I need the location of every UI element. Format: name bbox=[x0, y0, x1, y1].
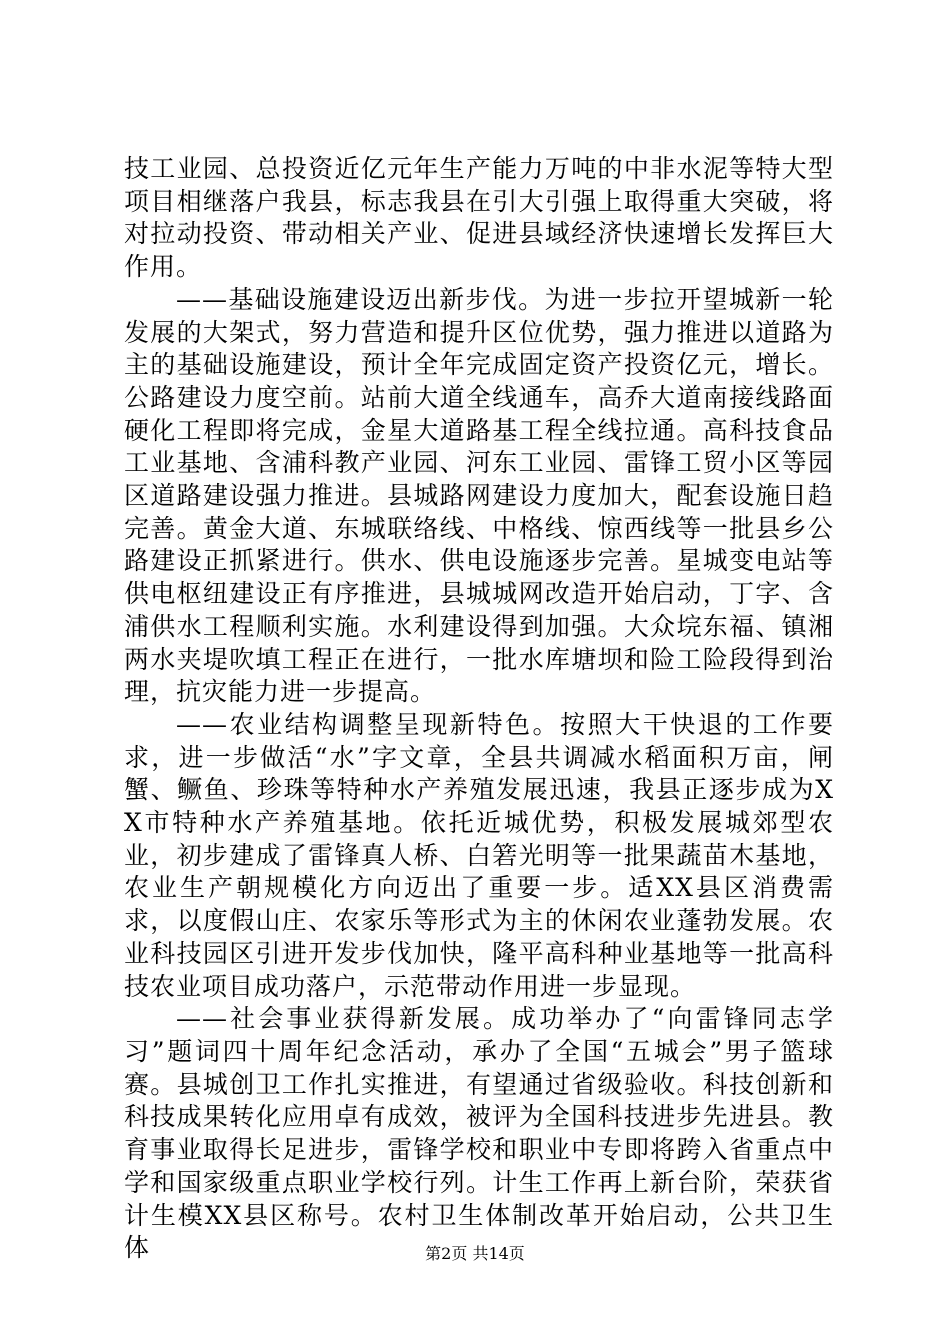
paragraph-3: ——农业结构调整呈现新特色。按照大干快退的工作要求，进一步做活“水”字文章，全县共调减水稻面积万亩，闸蟹、鳜鱼、珍珠等特种水产养殖发展迅速，我县正逐步成为XX市特种水产养殖基地。依托近城优势，积极发展城郊型农业，初步建成了雷锋真人桥、白箬光明等一批果蔬苗木基地，农业生产朝规模化方向迈出了重要一步。适XX县区消费需求，以度假山庄、农家乐等形式为主的休闲农业蓬勃发展。农业科技园区引进开发步伐加快，隆平高科种业基地等一批高科技农业项目成功落户，示范带动作用进一步显现。 bbox=[124, 709, 834, 1001]
paragraph-1: 技工业园、总投资近亿元年生产能力万吨的中非水泥等特大型项目相继落户我县，标志我县在引大引强上取得重大突破，将对拉动投资、带动相关产业、促进县域经济快速增长发挥巨大作用。 bbox=[124, 154, 834, 282]
paragraph-2: ——基础设施建设迈出新步伐。为进一步拉开望城新一轮发展的大架式，努力营造和提升区位优势，强力推进以道路为主的基础设施建设，预计全年完成固定资产投资亿元，增长。公路建设力度空前。站前大道全线通车，高乔大道南接线路面硬化工程即将完成，金星大道路基工程全线拉通。高科技食品工业基地、含浦科教产业园、河东工业园、雷锋工贸小区等园区道路建设强力推进。县城路网建设力度加大，配套设施日趋完善。黄金大道、东城联络线、中格线、惊西线等一批县乡公路建设正抓紧进行。供水、供电设施逐步完善。星城变电站等供电枢纽建设正有序推进，县城城网改造开始启动，丁字、含浦供水工程顺利实施。水利建设得到加强。大众垸东福、镇湘两水夹堤吹填工程正在进行，一批水库塘坝和险工险段得到治理，抗灾能力进一步提高。 bbox=[124, 284, 834, 707]
page-number-footer: 第2页 共14页 bbox=[425, 1244, 525, 1263]
paragraph-4: ——社会事业获得新发展。成功举办了“向雷锋同志学习”题词四十周年纪念活动，承办了全国“五城会”男子篮球赛。县城创卫工作扎实推进，有望通过省级验收。科技创新和科技成果转化应用卓有成效，被评为全国科技进步先进县。教育事业取得长足进步，雷锋学校和职业中专即将跨入省重点中学和国家级重点职业学校行列。计生工作再上新台阶，荣获省计生模XX县区称号。农村卫生体制改革开始启动，公共卫生体 bbox=[124, 1004, 834, 1263]
document-body bbox=[124, 153, 834, 1265]
